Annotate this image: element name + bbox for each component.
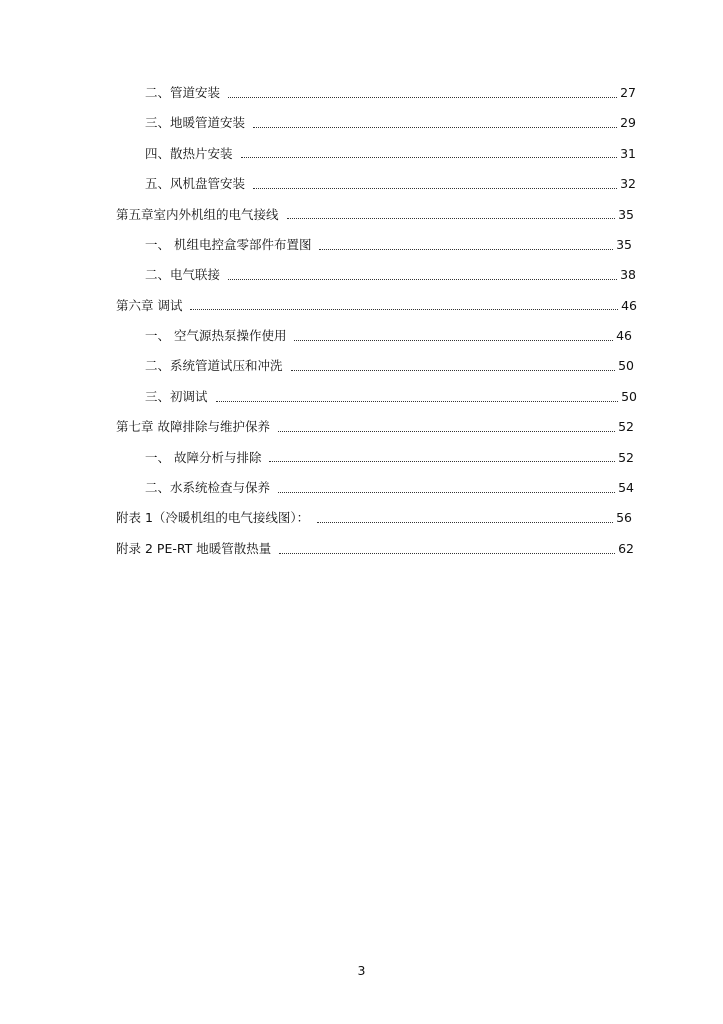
- toc-dot-leader: [216, 401, 619, 402]
- toc-leader-wrap: [228, 269, 636, 282]
- toc-entry-page: 54: [618, 480, 634, 496]
- toc-entry-page: 56: [616, 510, 632, 526]
- toc-entry-page: 35: [616, 236, 632, 252]
- toc-leader-wrap: [216, 388, 637, 404]
- toc-entry-page: 27: [620, 84, 636, 100]
- toc-entry-label: 二、电气联接: [145, 267, 221, 283]
- toc-leader-wrap: [253, 117, 636, 130]
- toc-leader-wrap: [317, 512, 632, 525]
- toc-dot-leader: [287, 218, 616, 219]
- toc-entry-page: 50: [618, 358, 634, 374]
- toc-entry-page: 31: [620, 145, 636, 161]
- toc-entry[interactable]: [0, 534, 634, 564]
- toc-entry-label: 二、系统管道试压和冲洗: [145, 358, 283, 374]
- toc-dot-leader: [190, 309, 618, 310]
- toc-dot-leader: [241, 157, 618, 158]
- toc-dot-leader: [317, 522, 613, 523]
- toc-entry-label: 一、 故障分析与排除: [145, 449, 262, 465]
- toc-dot-leader: [319, 249, 613, 250]
- toc-entry[interactable]: [0, 108, 636, 138]
- toc-entry-page: 52: [618, 449, 634, 465]
- toc-dot-leader: [253, 127, 617, 128]
- toc-dot-leader: [294, 340, 613, 341]
- toc-leader-wrap: [279, 540, 634, 556]
- toc-entry[interactable]: [0, 443, 634, 473]
- toc-entry-page: 46: [621, 297, 637, 313]
- toc-entry-label: 三、初调试: [145, 388, 208, 404]
- toc-entry-label: 一、 机组电控盒零部件布置图: [145, 236, 312, 252]
- toc-entry[interactable]: [0, 321, 632, 351]
- toc-entry-label: 第七章 故障排除与维护保养: [116, 419, 270, 435]
- toc-entry-label: 第六章 调试: [116, 297, 183, 313]
- toc-entry-label: 附表 1（冷暖机组的电气接线图）：: [116, 510, 310, 526]
- toc-entry[interactable]: [0, 169, 636, 199]
- toc-entry-page: 35: [618, 206, 634, 222]
- toc-entry-label: 第五章室内外机组的电气接线: [116, 206, 279, 222]
- toc-entry-page: 38: [620, 267, 636, 283]
- toc-leader-wrap: [269, 449, 634, 465]
- toc-entry[interactable]: [0, 473, 634, 503]
- toc-entry-page: 52: [618, 419, 634, 435]
- toc-leader-wrap: [291, 360, 634, 373]
- toc-leader-wrap: [228, 84, 636, 100]
- toc-dot-leader: [278, 431, 615, 432]
- toc-dot-leader: [278, 492, 615, 493]
- toc-leader-wrap: [319, 236, 632, 252]
- toc-entry[interactable]: [0, 503, 632, 533]
- toc-leader-wrap: [253, 178, 636, 191]
- toc-dot-leader: [228, 97, 617, 98]
- toc-dot-leader: [291, 370, 616, 371]
- toc-leader-wrap: [278, 421, 634, 434]
- toc-entry-label: 二、管道安装: [145, 84, 221, 100]
- toc-leader-wrap: [278, 482, 634, 495]
- toc-leader-wrap: [241, 145, 636, 161]
- toc-entry-label: 附录 2 PE-RT 地暖管散热量: [116, 540, 272, 556]
- toc-entry[interactable]: [0, 78, 636, 108]
- toc-entry-page: 32: [620, 176, 636, 192]
- toc-entry-page: 62: [618, 540, 634, 556]
- toc-entry-label: 五、风机盘管安装: [145, 176, 246, 192]
- toc-entry-page: 50: [621, 388, 637, 404]
- toc-entry[interactable]: [0, 230, 632, 260]
- toc-entry-label: 一、 空气源热泵操作使用: [145, 328, 287, 344]
- toc-entry[interactable]: [0, 382, 637, 412]
- toc-dot-leader: [269, 461, 615, 462]
- toc-entry[interactable]: [0, 412, 634, 442]
- toc-dot-leader: [279, 553, 615, 554]
- toc-entry[interactable]: [0, 352, 634, 382]
- toc-leader-wrap: [294, 330, 632, 343]
- toc-entry-label: 四、散热片安装: [145, 145, 233, 161]
- toc-entry-label: 三、地暖管道安装: [145, 115, 246, 131]
- toc-entry[interactable]: [0, 200, 634, 230]
- toc-entry[interactable]: [0, 260, 636, 290]
- toc-entry-label: 二、水系统检查与保养: [145, 480, 271, 496]
- toc-entry[interactable]: [0, 139, 636, 169]
- toc-entry-page: 29: [620, 115, 636, 131]
- toc-leader-wrap: [287, 206, 634, 222]
- toc-dot-leader: [253, 188, 617, 189]
- toc-leader-wrap: [190, 297, 637, 313]
- toc-entry-page: 46: [616, 328, 632, 344]
- table-of-contents: [0, 78, 723, 564]
- toc-dot-leader: [228, 279, 617, 280]
- toc-entry[interactable]: [0, 291, 637, 321]
- page-number: 3: [357, 963, 366, 978]
